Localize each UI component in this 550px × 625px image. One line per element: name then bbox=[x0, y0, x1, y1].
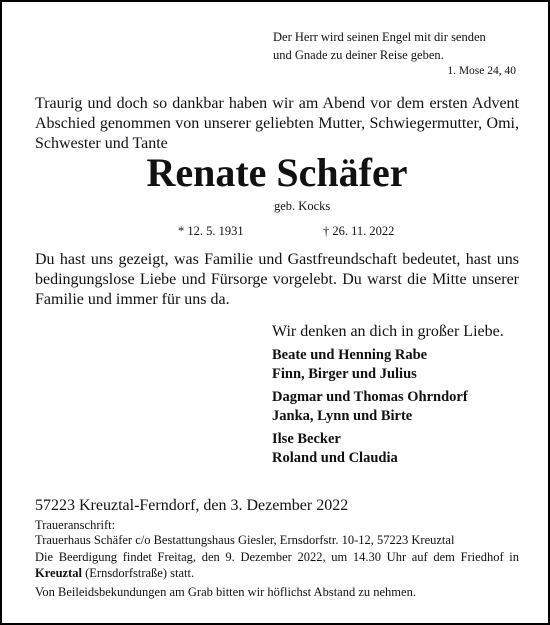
remembrance-line: Wir denken an dich in großer Liebe. bbox=[272, 323, 504, 340]
mourner-line: Janka, Lynn und Birte bbox=[272, 408, 413, 424]
verse-reference: 1. Mose 24, 40 bbox=[447, 65, 516, 77]
mourner-line: Dagmar und Thomas Ohrndorf bbox=[272, 389, 468, 405]
mourner-group-2 bbox=[272, 388, 468, 426]
mourner-line: Beate und Henning Rabe bbox=[272, 347, 428, 363]
death-date: † 26. 11. 2022 bbox=[323, 224, 395, 238]
mourning-address: Trauerhaus Schäfer c/o Bestattungshaus Giesler, Ernsdorfstr. 10-12, 57223 Kreuztal bbox=[35, 533, 455, 547]
mourner-line: Roland und Claudia bbox=[272, 450, 398, 466]
tribute-text: Du hast uns gezeigt, was Familie und Gastfreundschaft bedeutet, hast uns bedingungslose Liebe und Fürsorge vorgelebt. Du warst die Mitte unserer Familie und immer für uns da. bbox=[35, 251, 519, 308]
condolence-request: Von Beileidsbekundungen am Grab bitten wir höflichst Abstand zu nehmen. bbox=[35, 585, 416, 599]
mourner-group-1 bbox=[272, 346, 427, 384]
burial-location-detail: (Ernsdorfstraße) statt. bbox=[81, 566, 195, 580]
address-label: Traueranschrift: bbox=[35, 518, 116, 532]
mourner-group-3 bbox=[272, 430, 398, 468]
mourner-line: Ilse Becker bbox=[272, 431, 341, 447]
birth-date: * 12. 5. 1931 bbox=[178, 224, 244, 238]
maiden-name: geb. Kocks bbox=[274, 199, 331, 213]
bible-verse bbox=[273, 28, 486, 64]
burial-info bbox=[35, 549, 519, 581]
intro-text: Traurig und doch so dankbar haben wir am Abend vor dem ersten Advent Abschied genommen von unserer geliebten Mutter, Schwiegermutter, Omi, Schwester und Tante bbox=[35, 95, 519, 152]
verse-line-2: und Gnade zu deiner Reise geben. bbox=[273, 48, 444, 62]
burial-text: Die Beerdigung findet Freitag, den 9. Dezember 2022, um 14.30 Uhr auf dem Friedhof in bbox=[35, 550, 519, 564]
burial-place: Kreuztal bbox=[35, 566, 82, 580]
deceased-name: Renate Schäfer bbox=[146, 150, 408, 195]
verse-line-1: Der Herr wird seinen Engel mit dir senden bbox=[273, 30, 486, 44]
place-date: 57223 Kreuztal-Ferndorf, den 3. Dezember 2022 bbox=[35, 497, 349, 514]
mourner-line: Finn, Birger und Julius bbox=[272, 366, 417, 382]
